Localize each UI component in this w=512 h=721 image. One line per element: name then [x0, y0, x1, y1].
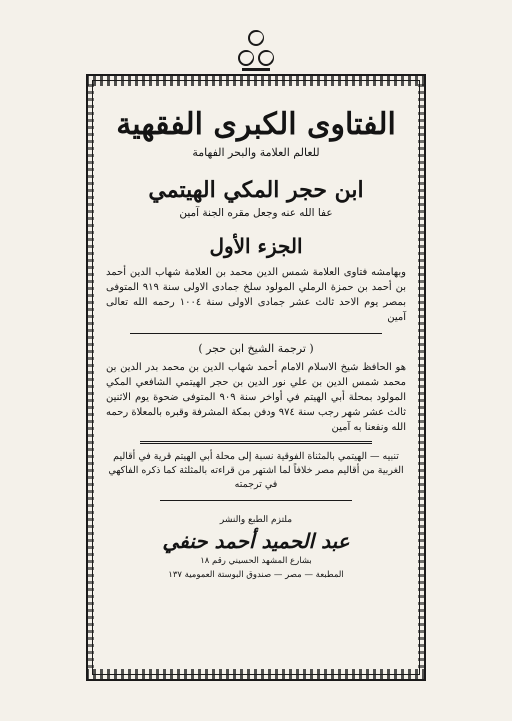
cover-content — [100, 92, 412, 672]
book-subtitle: للعالم العلامة والبحر الفهامة — [192, 145, 320, 159]
author-prayer: عفا الله عنه وجعل مقره الجنة آمين — [179, 206, 333, 219]
publisher-name: عبد الحميد أحمد حنفي — [162, 528, 350, 553]
publisher-address: بشارع المشهد الحسيني رقم ١٨ — [200, 555, 312, 566]
notice-divider — [140, 441, 372, 444]
publisher-divider — [160, 500, 352, 501]
book-title: الفتاوى الكبرى الفقهية — [116, 107, 396, 142]
margin-work-note: وبهامشه فتاوى العلامة شمس الدين محمد بن العلامة شهاب الدين أحمد بن أحمد بن حمزة الرملي المولود سلخ جمادى الاولى سنة ٩١٩ المتوفى بمصر يوم الاحد ثالث عشر جمادى الاولى سنة ١٠٠٤ رحمه الله تعالى آمين — [106, 266, 406, 323]
volume-label: الجزء الأول — [209, 233, 303, 258]
print-line: المطبعة — مصر — صندوق البوستة العمومية ١٣٧ — [168, 570, 344, 581]
author-name: ابن حجر المكي الهيتمي — [148, 177, 364, 204]
bio-text: هو الحافظ شيخ الاسلام الامام أحمد شهاب الدين بن محمد بدر الدين بن محمد شمس الدين بن علي نور الدين بن حجر الهيتمي الشافعي المكي المولود بمحلة أبي الهيتم في أواخر سنة ٩٠٩ المتوفى ضحوة يوم الاثنين ثالث عشر شهر رجب سنة ٩٧٤ ودفن بمكة المشرفة وقبره بالمعلاة رحمه الله ونفعنا به آمين — [106, 361, 406, 433]
section-divider — [130, 333, 382, 334]
publisher-label: ملتزم الطبع والنشر — [219, 515, 293, 526]
bio-heading: ( ترجمة الشيخ ابن حجر ) — [198, 341, 314, 355]
crescent-star-emblem-icon — [236, 28, 276, 74]
notice-text: تنبيه — الهيتمي بالمثناة الفوقية نسبة إلى محلة أبي الهيتم قرية في أقاليم الغربية من أقاليم مصر خلافاً لما اشتهر من قراءته بالمثلثة كما ذكره الفاكهي في ترجمته — [108, 450, 404, 491]
